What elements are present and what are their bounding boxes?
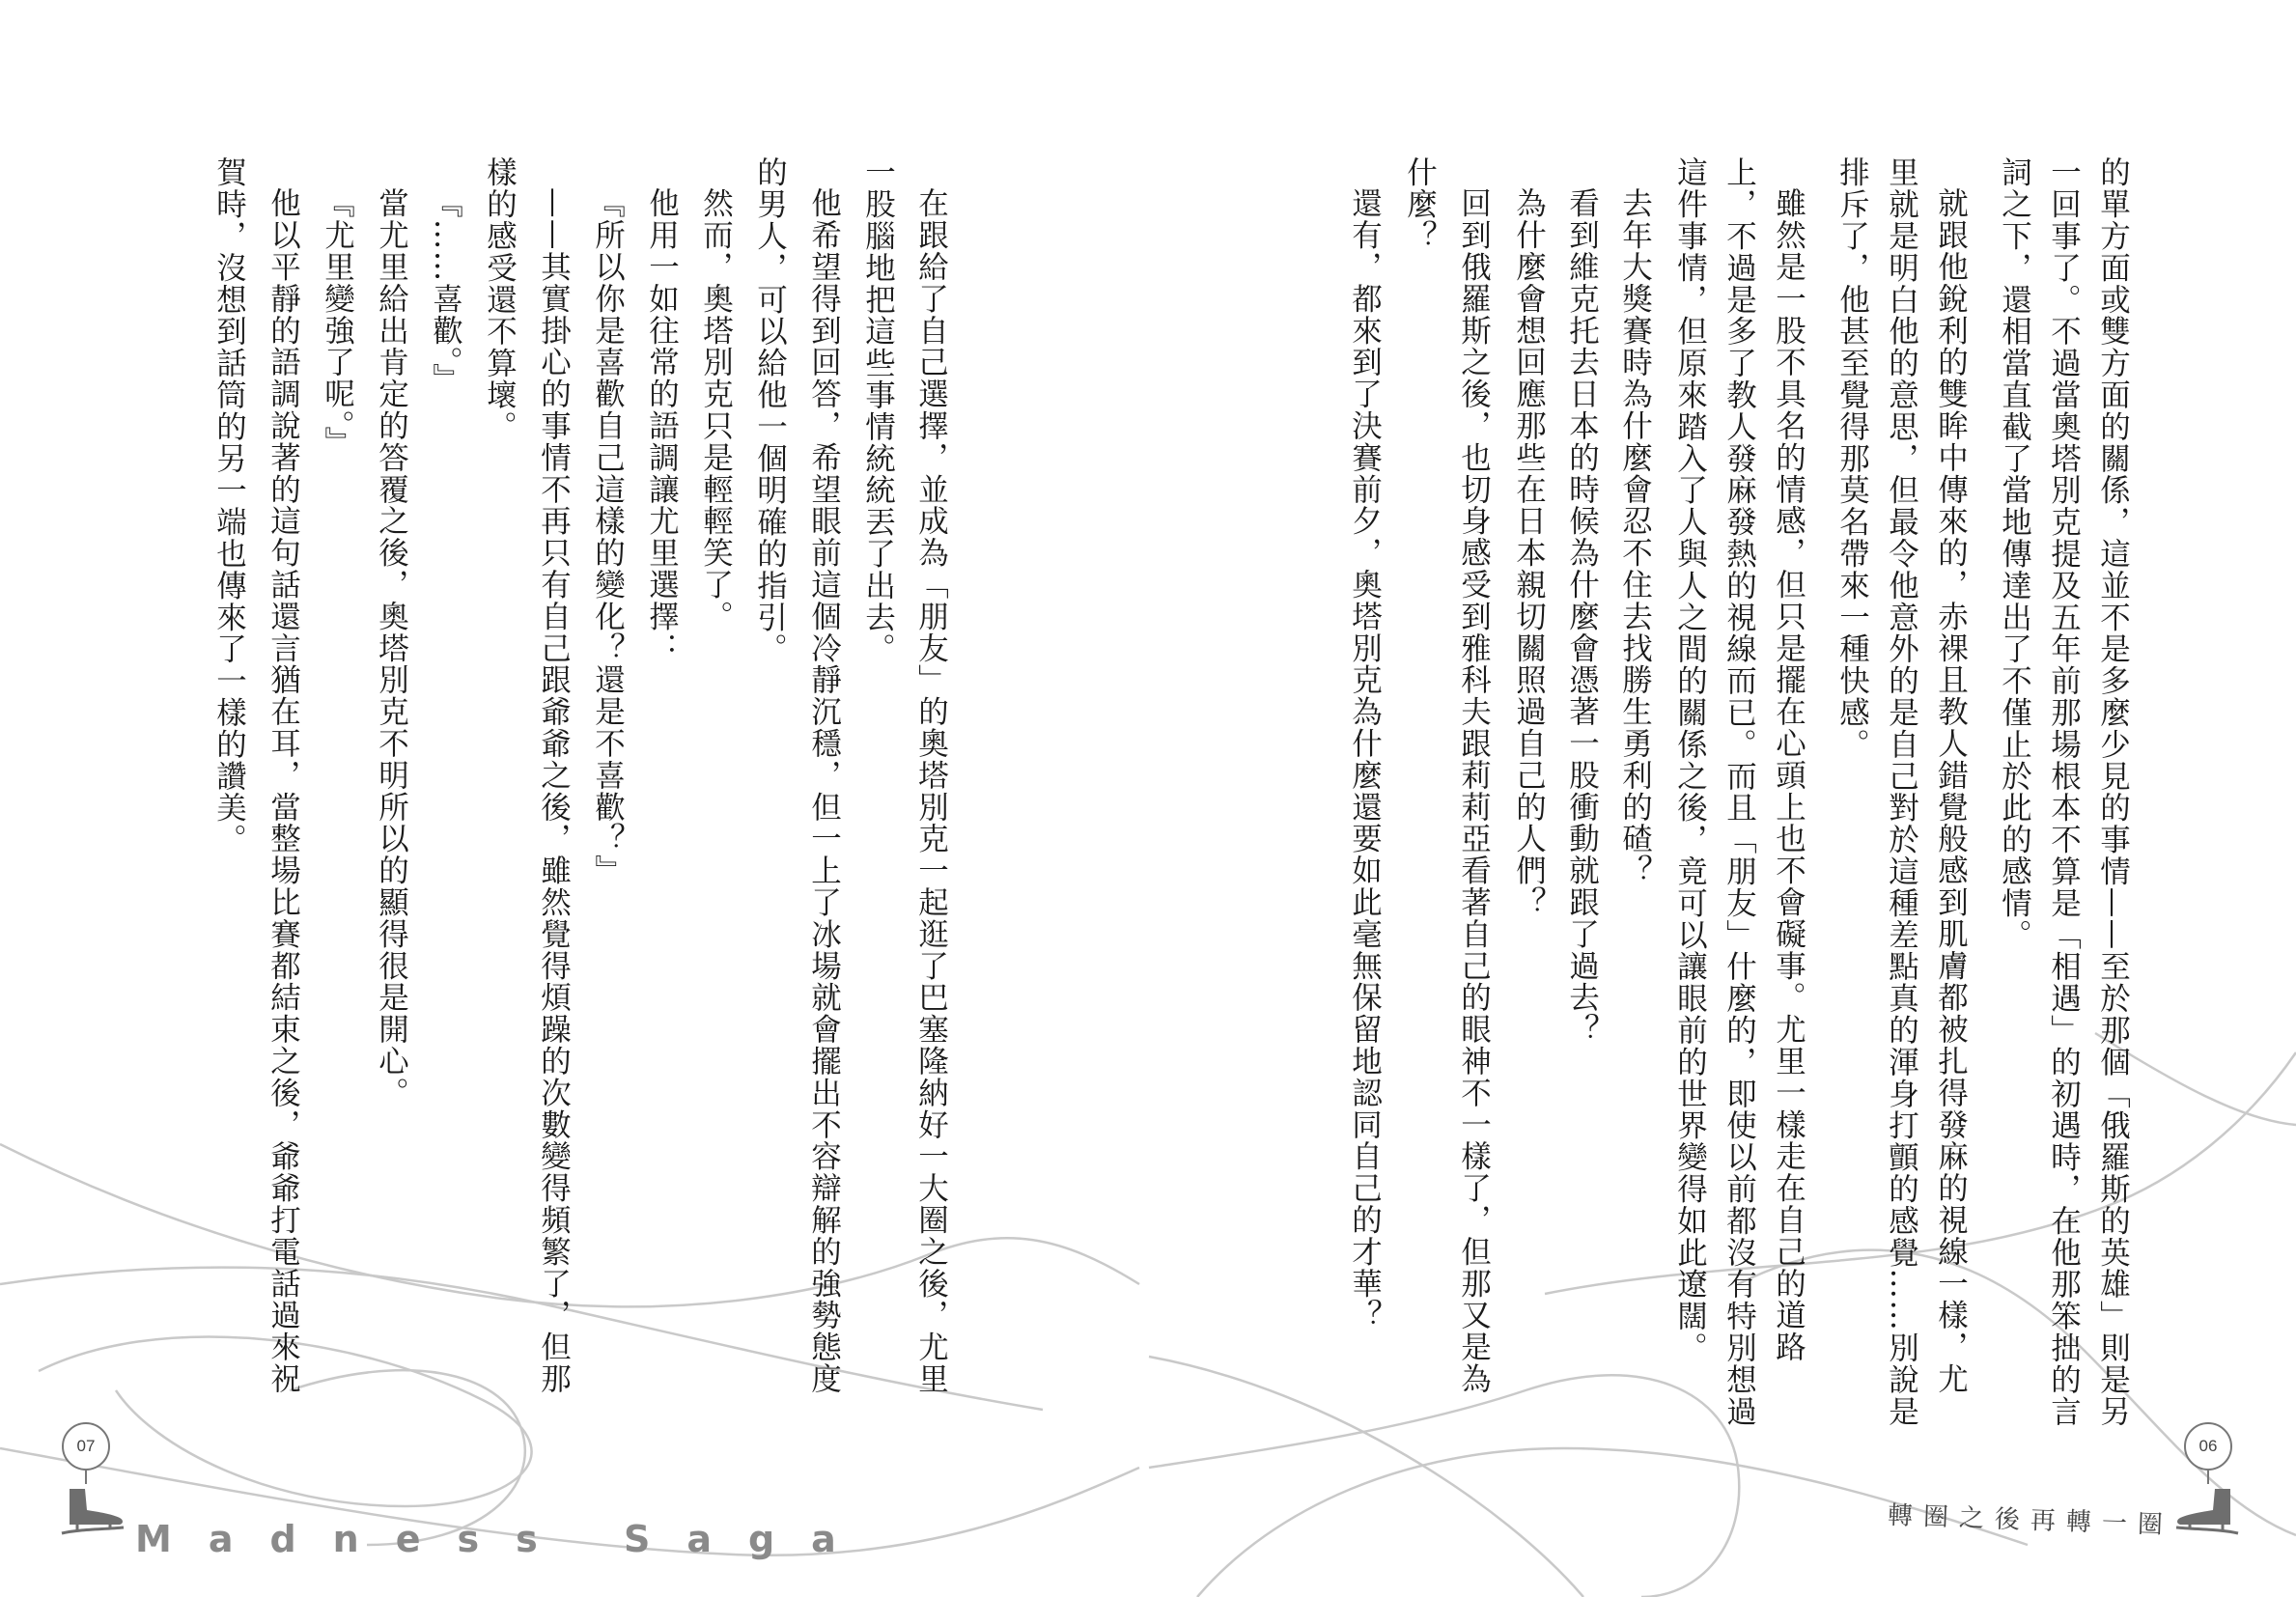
text-column: 雖然是一股不具名的情感，但只是擺在心頭上也不會礙事。尤里一樣走在自己的道路 [1771,187,1806,1363]
text-column: 『……喜歡。』 [428,187,463,395]
text-column: 回到俄羅斯之後，也切身感受到雅科夫跟莉莉亞看著自己的眼神不一樣了，但那又是為 [1456,187,1492,1395]
text-column: 『所以你是喜歡自己這樣的變化？還是不喜歡？』 [590,187,626,886]
text-column: 還有，都來到了決賽前夕，奧塔別克為什麼還要如此毫無保留地認同自己的才華？ [1347,187,1383,1331]
text-column: 這件事情，但原來踏入了人與人之間的關係之後，竟可以讓眼前的世界變得如此遼闊。 [1672,156,1708,1364]
ice-skate-icon [56,1485,127,1539]
page-number-right: 06 [2184,1422,2232,1471]
text-column: 上，不過是多了教人發麻發熱的視線而已。而且「朋友」什麼的，即使以前都沒有特別想過 [1722,156,1757,1427]
text-column: 里就是明白他的意思，但最令他意外的是自己對於這種差點真的渾身打顫的感覺……別說是 [1884,156,1919,1427]
text-column: 詞之下，還相當直截了當地傳達出了不僅止於此的感情。 [1997,156,2032,951]
series-title: Madness Saga [135,1518,873,1560]
text-column: 他用一如往常的語調讓尤里選擇： [644,187,680,664]
text-column: 一股腦地把這些事情統統丟了出去。 [860,156,896,665]
text-column: 排斥了，他甚至覺得那莫名帶來一種快感。 [1834,156,1870,761]
text-column: 的單方面或雙方面的關係，這並不是多麼少見的事情——至於那個「俄羅斯的英雄」則是另 [2095,156,2131,1427]
chapter-title: 轉圈之後再轉一圈 [1887,1500,2174,1541]
text-column: 就跟他銳利的雙眸中傳來的，赤裸且教人錯覺般感到肌膚都被扎得發麻的視線一樣，尤 [1933,187,1969,1395]
text-column: 看到維克托去日本的時候為什麼會憑著一股衝動就跟了過去？ [1564,187,1600,1046]
text-column: 什麼？ [1402,156,1438,252]
ice-skate-icon [2172,1485,2244,1539]
text-column: 然而，奧塔別克只是輕輕笑了。 [698,187,734,632]
text-column: 當尤里給出肯定的答覆之後，奧塔別克不明所以的顯得很是開心。 [374,187,409,1109]
text-column: 他以平靜的語調說著的這句話還言猶在耳，當整場比賽都結束之後，爺爺打電話過來祝 [266,187,301,1395]
text-column: 在跟給了自己選擇，並成為「朋友」的奧塔別克一起逛了巴塞隆納好一大圈之後，尤里 [913,187,949,1395]
text-column: 一回事了。不過當奧塔別克提及五年前那場根本不算是「相遇」的初遇時，在他那笨拙的言 [2046,156,2082,1427]
text-column: 去年大獎賽時為什麼會忍不住去找勝生勇利的碴？ [1617,187,1653,886]
text-column: 的男人，可以給他一個明確的指引。 [752,156,788,665]
text-column: 『尤里變強了呢。』 [320,187,355,459]
text-column: 為什麼會想回應那些在日本親切關照過自己的人們？ [1511,187,1547,918]
text-column: ——其實掛心的事情不再只有自己跟爺爺之後，雖然覺得煩躁的次數變得頻繁了，但那 [536,187,572,1395]
right-page [1148,0,2296,1597]
text-column: 他希望得到回答，希望眼前這個冷靜沉穩，但一上了冰場就會擺出不容辯解的強勢態度 [806,187,842,1395]
page-number-left: 07 [62,1422,110,1471]
text-column: 賀時，沒想到話筒的另一端也傳來了一樣的讚美。 [211,156,247,855]
text-column: 樣的感受還不算壞。 [482,156,518,443]
